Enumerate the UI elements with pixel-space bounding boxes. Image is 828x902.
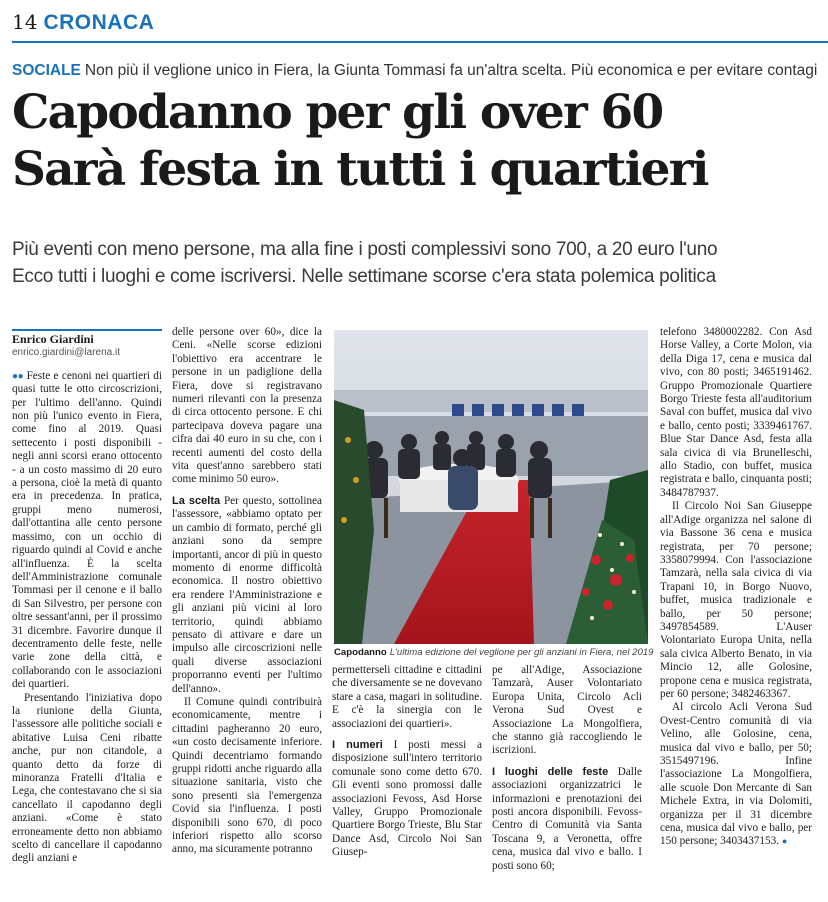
page-header (12, 10, 154, 38)
kicker-text: Non più il veglione unico in Fiera, la Giunta Tommasi fa un'altra scelta. Più economica e per evitare contagi (84, 62, 818, 79)
headline-line-2: Sarà festa in tutti i quartieri (12, 142, 708, 197)
paragraph: delle persone over 60», dice la Ceni. «Nelle scorse edizioni l'obiettivo era accentrare le persone in un padiglione della Fiera, dove si registravano numeri rilevanti con la presenza di circa ottocento persone. E chi partecipava doveva pagare una cifra dai 40 euro in su che, con i recenti aumenti del costo della vita quest'anno sarebbero stati come minimo 50 euro». (172, 326, 322, 486)
subheadline-line-1: Più eventi con meno persone, ma alla fine i posti complessivi sono 700, a 20 euro l'uno (12, 239, 718, 260)
subheadline (12, 236, 828, 290)
paragraph-text: Dalle associazioni organizzatrici le informazioni e prenotazioni dei posti ancora disponibili. Fevoss-Centro di Comunità via Santa Toscana 9, a Veronetta, offre cena, musica dal vivo e ballo. I posti sono 60; (492, 765, 642, 872)
caption-text: L'ultima edizione del veglione per gli anziani in Fiera, nel 2019 (389, 647, 654, 658)
paragraph-text: Per questo, sottolinea l'assessore, «abbiamo optato per un cambio di formato, perché gli anziani sono da sempre importanti, ancor di più in questo momento di enorme difficoltà economica. Il nostro obiettivo era rendere l'Amministrazione e gli anziani più vicini al loro territorio, quindi abbiamo pensato di attivare e dare un impulso alle circoscrizioni nelle quali diverse associazioni proporranno eventi per l'ultimo dell'anno». (172, 494, 322, 695)
article-column-2 (172, 326, 322, 857)
paragraph: Il Circolo Noi San Giuseppe all'Adige organizza nel salone di via Bassone 36 cena e musica registrata, per 70 persone; 3358079994. Con l'associazione Tamzarà, nella sala civica di via Trapani 10, in Borgo Nuovo, buffet, musica tradizionale e ballo, per 50 persone; 3497854589. L'Auser Volontariato Europa Unita, nella sala civica Alberto Benato, in via Mincio 12, alle Golosine, propone cena e musica registrata, per 60 persone; 3482463367. (660, 500, 812, 700)
paragraph-text: I posti messi a disposizione sull'intero territorio comunale sono come detto 670. Gli eventi sono promossi dalle associazioni Fevoss, Asd Horse Valley, Gruppo Promozionale Quartiere Borgo Trieste, Blu Star Dance Asd, Circolo Noi San Giusep- (332, 739, 482, 859)
byline-rule (12, 329, 162, 331)
photo-caption (334, 647, 654, 658)
article-column-3 (332, 664, 482, 860)
kicker-tag: SOCIALE (12, 62, 81, 79)
paragraph: Presentando l'iniziativa dopo la riunione della Giunta, l'assessore alle politiche sociali e abitative Luisa Ceni ribatte anche, pur non citandole, a quanto detto da forze di minoranza Fratelli d'Italia e Lega, che contestavano che si sia cancellato il capodanno degli anziani. «Come è stato erroneamente detto non abbiamo scelto di cancellare il capodanno degli anziani e (12, 691, 162, 865)
headline (12, 84, 828, 198)
paragraph (172, 495, 322, 696)
photo-illustration (334, 330, 648, 644)
paragraph: Il Comune quindi contribuirà economicamente, mentre i cittadini pagheranno 20 euro, «un costo decisamente inferiore. Quindi decentriamo formando gruppi ridotti anche riguardo alla situazione sanitaria, visto che sono presenti sia l'emergenza Covid sia l'influenza. I posti disponibili sono 670, di poco inferiori rispetto allo scorso anno, ma sicuramente potranno (172, 695, 322, 856)
section-lead: La scelta (172, 494, 221, 507)
paragraph (492, 766, 642, 873)
lead-dots-icon: ●● (12, 370, 24, 382)
byline (12, 333, 162, 360)
caption-lead: Capodanno (334, 647, 387, 658)
section-name: CRONACA (43, 11, 155, 34)
end-mark-icon: ● (781, 836, 788, 847)
page-number: 14 (12, 10, 38, 34)
author-email[interactable]: enrico.giardini@larena.it (12, 347, 120, 359)
paragraph: permetterseli cittadine e cittadini che diversamente se ne dovevano stare a casa, magari in solitudine. E c'è la sinergia con le associazioni dei quartieri». (332, 664, 482, 730)
section-lead: I numeri (332, 739, 383, 752)
subheadline-line-2: Ecco tutti i luoghi e come iscriversi. Nelle settimane scorse c'era stata polemica politica (12, 266, 716, 287)
section-lead: I luoghi delle feste (492, 765, 609, 778)
author-name: Enrico Giardini (12, 332, 94, 346)
paragraph: telefono 3480002282. Con Asd Horse Valley, a Corte Molon, via della Diga 17, cena e musica dal vivo, con 80 posti; 3465191462. Gruppo Promozionale Quartiere Borgo Trieste festa all'auditorium Saval con buffet, musica dal vivo e ballo, cento posti; 3339461767. Blue Star Dance Asd, festa alla sala civica di via Brunelleschi, allo Stadio, con buffet, musica registrata e ballo, cinquanta posti; 3484787937. (660, 326, 812, 499)
article-column-1 (12, 333, 162, 866)
article-photo (334, 330, 648, 644)
article-column-5 (660, 326, 812, 849)
paragraph (332, 739, 482, 860)
paragraph-text: Al circolo Acli Verona Sud Ovest-Centro comunità di via Velino, alle Golosine, cena, musica dal vivo e ballo, per 50; 3515497196. Infine l'associazione La Mongolfiera, alle scuole Don Mercante di San Michele Extra, in via Dolomiti, organizza per il 31 dicembre cena, musica dal vivo e ballo, per 150 persone; 3403437153. (660, 701, 812, 848)
article-column-4 (492, 664, 642, 873)
paragraph (660, 701, 812, 848)
paragraph-text: Feste e cenoni nei quartieri di quasi tutte le otto circoscrizioni, per l'ultimo dell'anno. Quindi non più l'unico evento in Fiera, come fino al 2019. Quasi settecento i posti disponibili - negli anni scorsi erano ottocento - a un costo massimo di 20 euro a persona, cioè la metà di quanto era in precedenza. In pratica, gruppi meno numerosi, dall'ottantina alle cento persone massimo, con un occhio di riguardo quindi al Covid e anche all'influenza. È la scelta dell'Amministrazione comunale Tommasi per il cenone e il ballo di San Silvestro, per persone con oltre sessant'anni, per il prossimo 31 dicembre. Favorire dunque il decentramento delle feste, nelle varie zone della città, e collaborando con le associazioni dei quartieri. (12, 369, 162, 691)
paragraph: pe all'Adige, Associazione Tamzarà, Auser Volontariato Europa Unita, Circolo Acli Verona Sud Ovest e Associazione La Mongolfiera, che stanno già raccogliendo le iscrizioni. (492, 664, 642, 757)
paragraph (12, 370, 162, 692)
header-rule (12, 41, 828, 43)
headline-line-1: Capodanno per gli over 60 (12, 85, 663, 140)
kicker (12, 62, 828, 80)
